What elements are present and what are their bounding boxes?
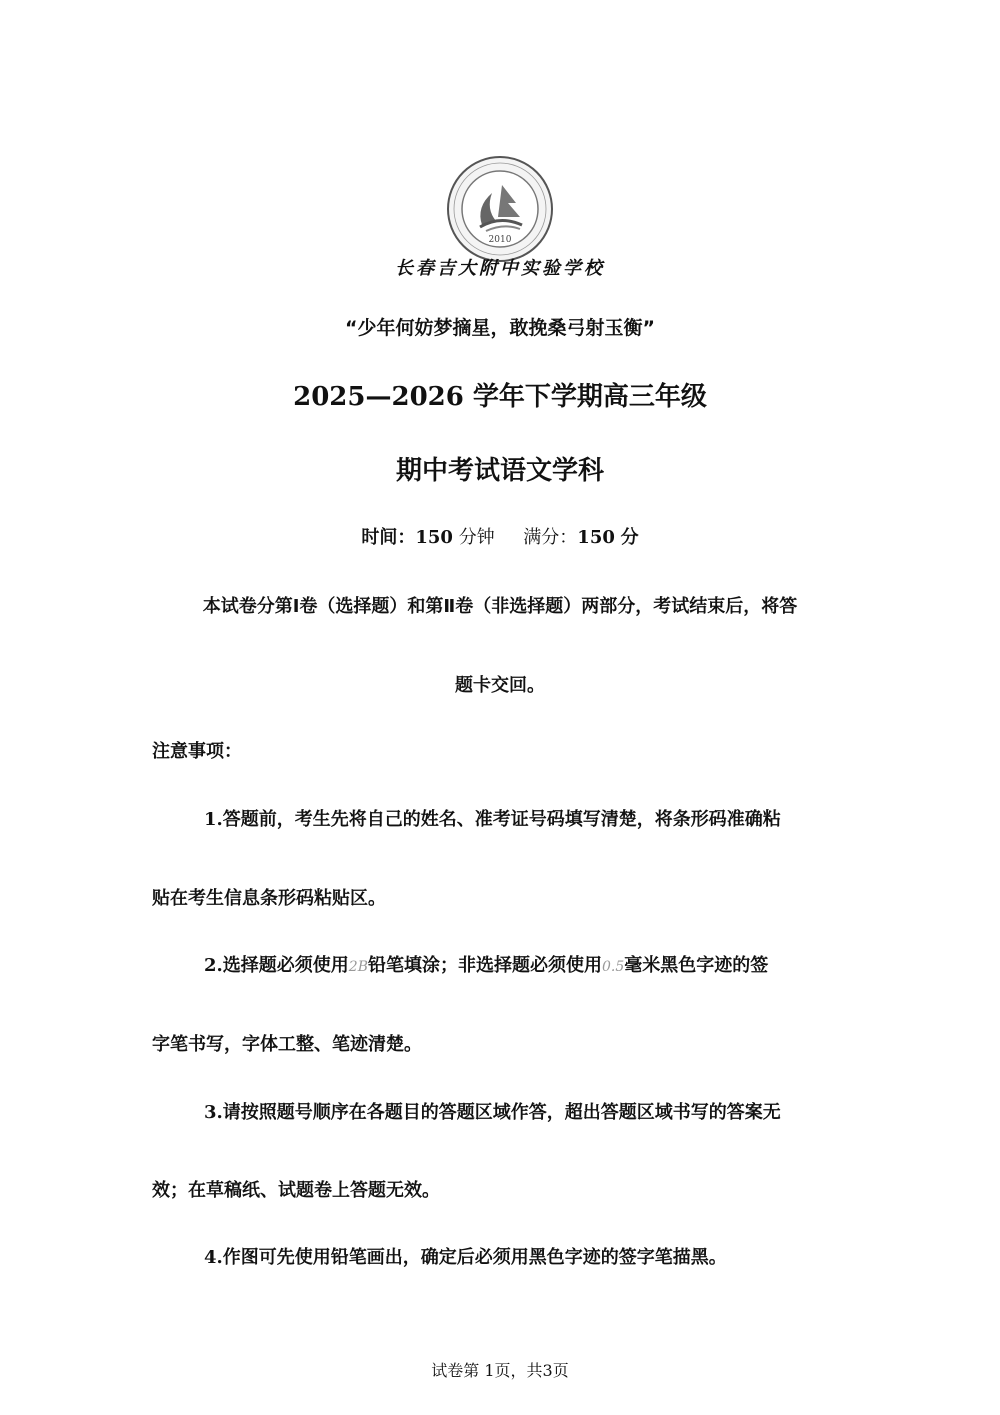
note-item-1-line-1 — [204, 805, 781, 831]
school-logo — [446, 155, 554, 263]
intro-line-1: 本试卷分第Ⅰ卷（选择题）和第Ⅱ卷（非选择题）两部分，考试结束后，将答 — [202, 596, 798, 617]
note-item-2-line-1 — [204, 951, 768, 977]
note-item-3-line-1 — [204, 1098, 781, 1124]
note-number: 4. — [204, 1247, 223, 1268]
school-name: 长春吉大附中实验学校 — [395, 258, 605, 279]
school-seal-icon — [446, 155, 554, 263]
time-label: 时间： — [361, 527, 416, 548]
note-text: 毫米黑色字迹的签 — [624, 955, 769, 976]
pen-width: 0.5 — [602, 959, 625, 975]
exam-title-line2: 期中考试语文学科 — [395, 456, 604, 486]
score-unit: 分 — [620, 527, 639, 548]
note-number: 1. — [204, 809, 223, 830]
note-item-4-line-1 — [204, 1243, 727, 1269]
note-text: 请按照题号顺序在各题目的答题区域作答，超出答题区域书写的答案无 — [222, 1102, 781, 1123]
score-label: 满分： — [523, 527, 578, 548]
note-text: 作图可先使用铅笔画出，确定后必须用黑色字迹的签字笔描黑。 — [222, 1247, 727, 1268]
note-text: 答题前，考生先将自己的姓名、准考证号码填写清楚，将条形码准确粘 — [222, 809, 781, 830]
note-text: 选择题必须使用 — [222, 955, 349, 976]
time-value: 150 — [415, 527, 453, 548]
page-footer: 试卷第 1页，共3页 — [431, 1361, 569, 1380]
note-item-1-line-2: 贴在考生信息条形码粘贴区。 — [152, 888, 386, 909]
pencil-grade: 2B — [348, 959, 368, 975]
notes-heading: 注意事项： — [152, 741, 242, 762]
score-value: 150 — [577, 527, 615, 548]
note-number: 3. — [204, 1102, 223, 1123]
intro-line-2: 题卡交回。 — [455, 675, 545, 696]
time-unit: 分钟 — [458, 527, 495, 548]
note-item-3-line-2: 效；在草稿纸、试题卷上答题无效。 — [152, 1180, 440, 1201]
note-item-2-line-2: 字笔书写，字体工整、笔迹清楚。 — [152, 1034, 422, 1055]
exam-time-info — [0, 523, 1000, 549]
exam-title-line1: 2025—2026 学年下学期高三年级 — [293, 382, 707, 412]
note-number: 2. — [204, 955, 223, 976]
note-text: 铅笔填涂；非选择题必须使用 — [368, 955, 602, 976]
school-motto: “少年何妨梦摘星，敢挽桑弓射玉衡” — [345, 317, 655, 339]
svg-text:2010: 2010 — [488, 235, 512, 245]
